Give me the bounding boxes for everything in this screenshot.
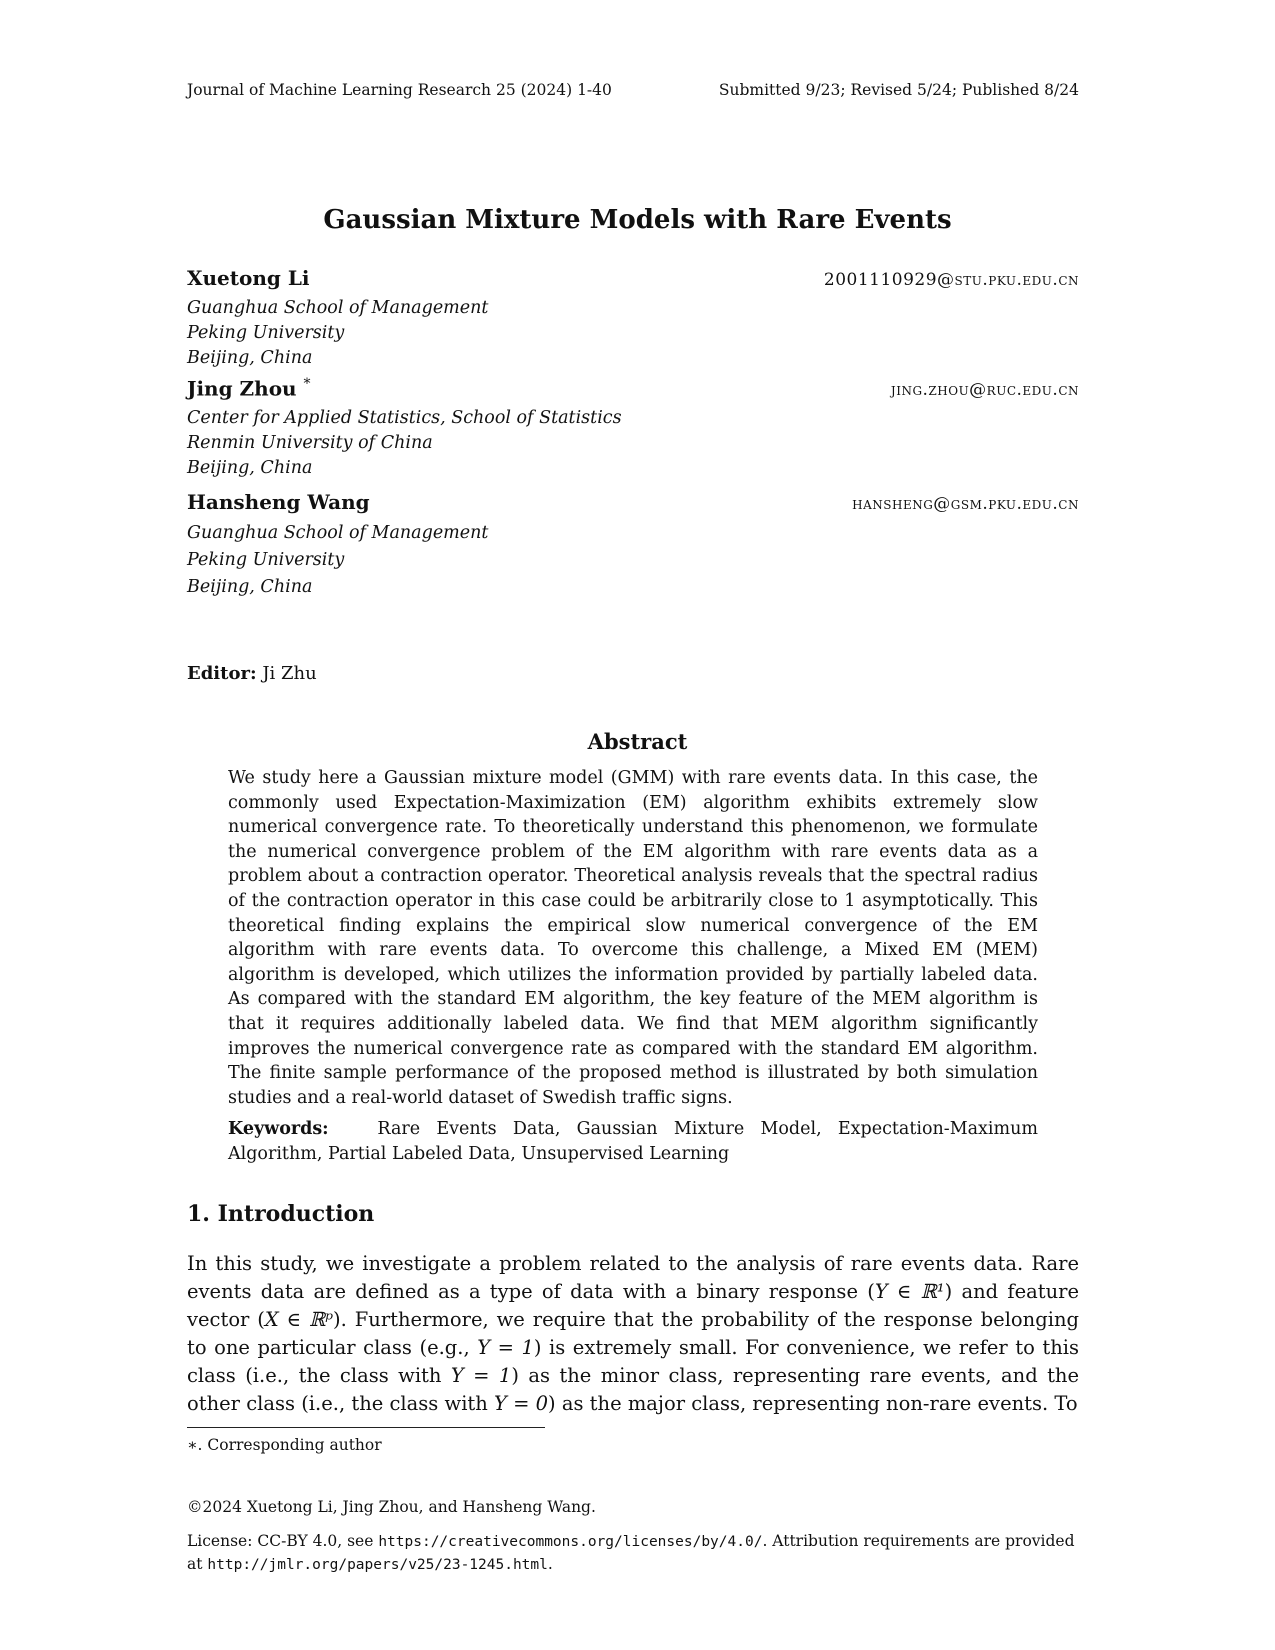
author-name: Jing Zhou * — [187, 376, 311, 401]
author-name: Hansheng Wang — [187, 490, 370, 514]
paper-link[interactable]: http://jmlr.org/papers/v25/23-1245.html — [207, 1557, 548, 1573]
author-affiliation: Center for Applied Statistics, School of Statistics Renmin University of China Beijing, China — [187, 408, 622, 478]
author-email[interactable]: hansheng@gsm.pku.edu.cn — [852, 494, 1079, 514]
license-link[interactable]: https://creativecommons.org/licenses/by/4.0/ — [378, 1534, 763, 1550]
journal-citation: Journal of Machine Learning Research 25 (2024) 1-40 — [187, 81, 612, 99]
editor-line: Editor: Ji Zhu — [187, 663, 317, 684]
author-name: Xuetong Li — [187, 266, 310, 290]
abstract-heading: Abstract — [587, 729, 688, 754]
author-email[interactable]: jing.zhou@ruc.edu.cn — [890, 380, 1079, 400]
abstract-text: We study here a Gaussian mixture model (GMM) with rare events data. In this case, the commonly used Expectation-Maximization (EM) algorithm exhibits extremely slow numerical convergence rate. To theoretically understand this phenomenon, we formulate the numerical convergence problem of the EM algorithm with rare events data as a problem about a contraction operator. Theoretical analysis reveals that the spectral radius of the contraction operator in this case could be arbitrarily close to 1 asymptotically. This theoretical finding explains the empirical slow numerical convergence of the EM algorithm with rare events data. To overcome this challenge, a Mixed EM (MEM) algorithm is developed, which utilizes the information provided by partially labeled data. As compared with the standard EM algorithm, the key feature of the MEM algorithm is that it requires additionally labeled data. We find that MEM algorithm significantly improves the numerical convergence rate as compared with the standard EM algorithm. The finite sample performance of the proposed method is illustrated by both simulation studies and a real-world dataset of Swedish traffic signs. — [228, 768, 1038, 1108]
author-affiliation: Guanghua School of Management Peking University Beijing, China — [187, 298, 489, 368]
publication-dates: Submitted 9/23; Revised 5/24; Published 8/24 — [718, 81, 1079, 99]
keywords: Keywords: Rare Events Data, Gaussian Mixture Model, Expectation-Maximum Algorithm, Partial Labeled Data, Unsupervised Learning — [228, 1119, 1038, 1164]
introduction-paragraph: In this study, we investigate a problem related to the analysis of rare events data. Rare events data are defined as a type of data with a binary response (Y ∈ ℝ¹) and feature vector (X ∈ ℝᵖ). Furthermore, we require that the probability of the response belonging to one particular class (e.g., Y = 1) is extremely small. For convenience, we refer to this class (i.e., the class with Y = 1) as the minor class, representing rare events, and the other class (i.e., the class with Y = 0) as the major class, representing non-rare events. To — [187, 1252, 1080, 1415]
footnote: ∗. Corresponding author — [187, 1436, 382, 1454]
paper-title: Gaussian Mixture Models with Rare Events — [323, 205, 952, 235]
section-heading: 1. Introduction — [187, 1201, 375, 1227]
footnote-rule — [187, 1427, 545, 1428]
running-header — [187, 81, 1079, 99]
copyright-notice: ©2024 Xuetong Li, Jing Zhou, and Hansheng Wang. — [187, 1498, 596, 1516]
author-email[interactable]: 2001110929@stu.pku.edu.cn — [823, 270, 1079, 290]
license-notice: License: CC-BY 4.0, see https://creativecommons.org/licenses/by/4.0/. Attribution requirements are provided at http://jmlr.org/papers/v25/23-1245.html. — [187, 1532, 1075, 1573]
author-affiliation: Guanghua School of Management Peking University Beijing, China — [187, 523, 489, 597]
